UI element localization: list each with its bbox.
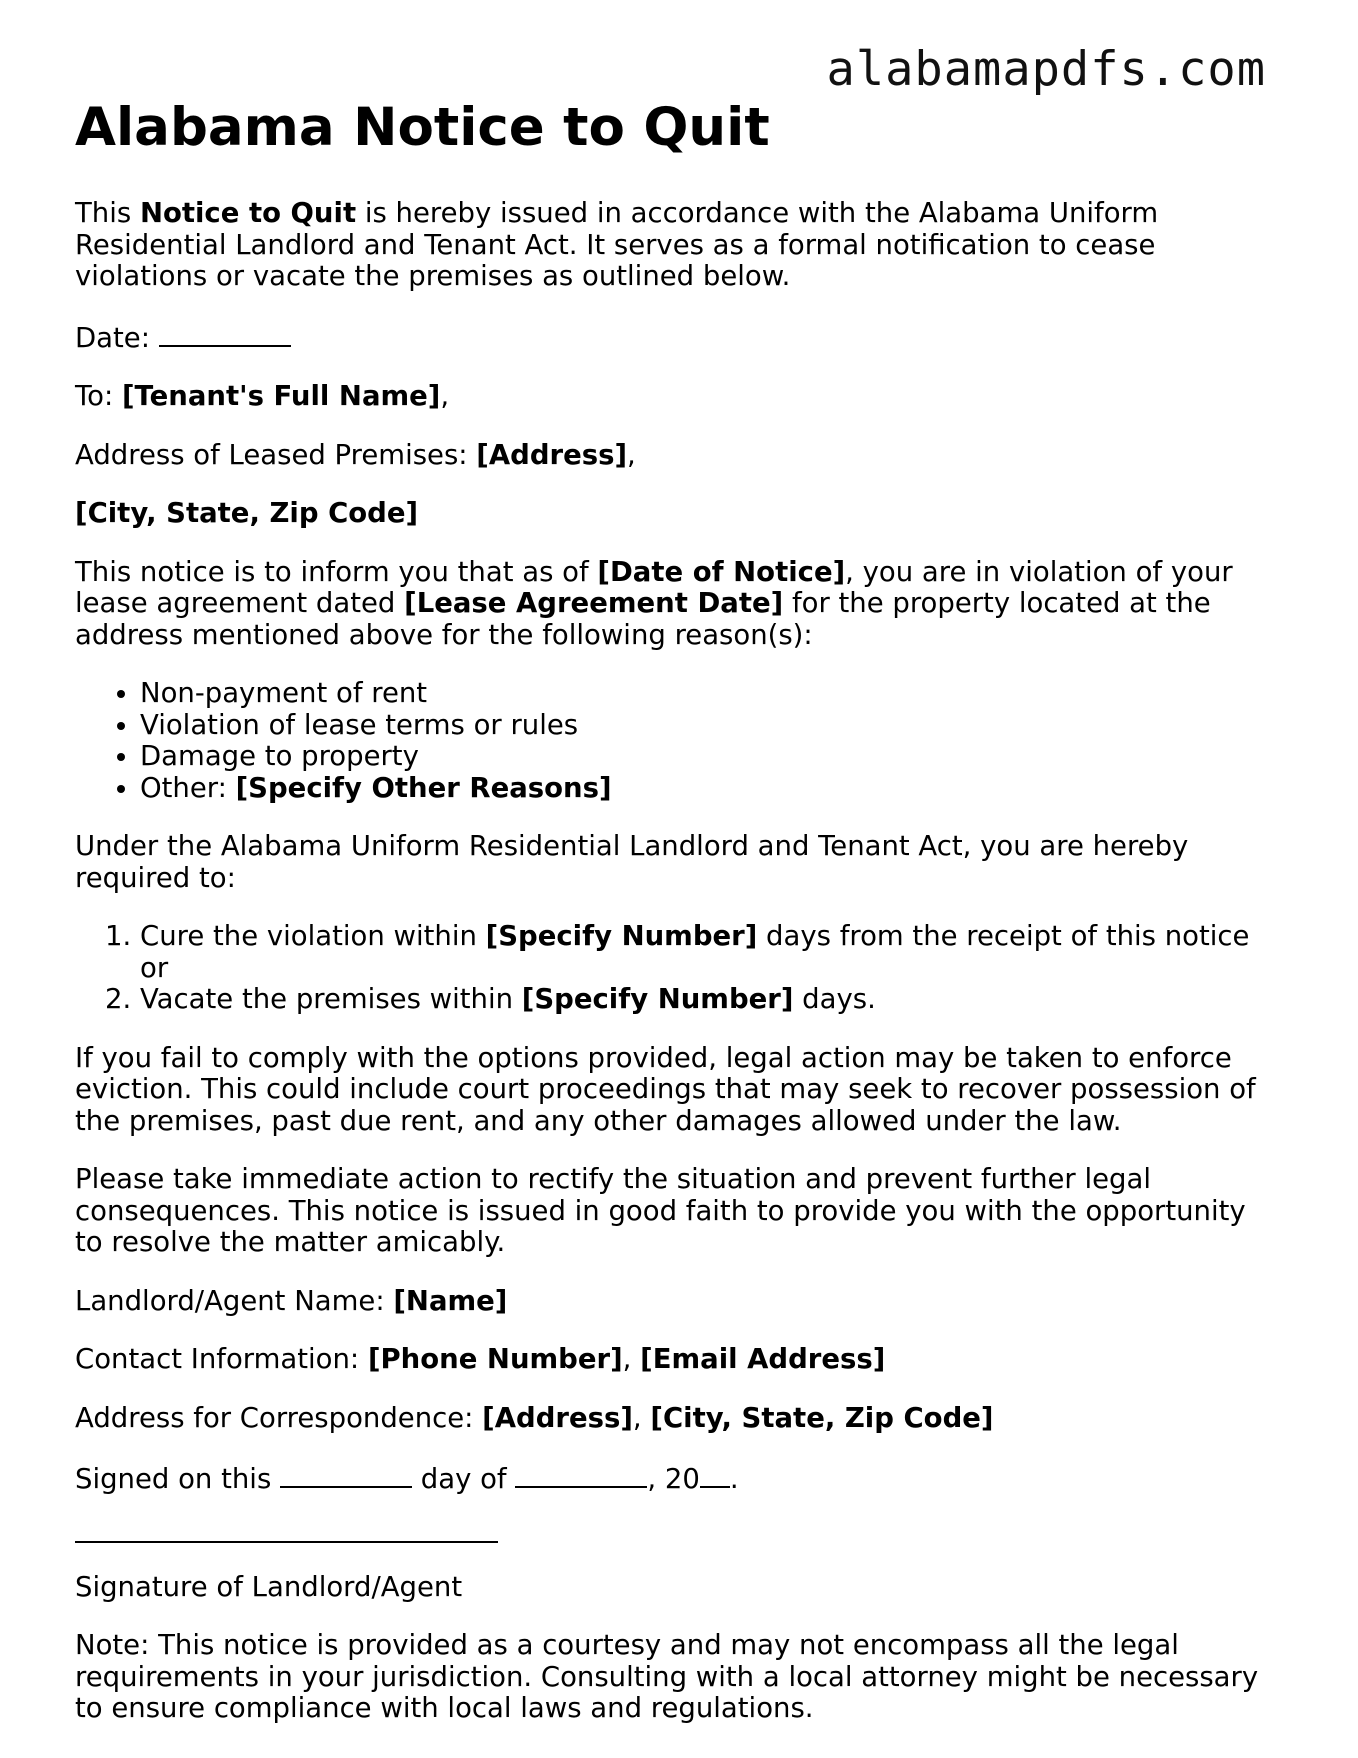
year-blank: [700, 1461, 730, 1488]
month-blank: [515, 1461, 647, 1488]
correspondence-separator: ,: [632, 1401, 651, 1434]
intro-text-pre: This: [75, 197, 140, 229]
lease-date-placeholder: [Lease Agreement Date]: [404, 587, 784, 619]
note-paragraph: Note: This notice is provided as a courtesy and may not encompass all the legal requirements in your jurisdiction. Consulting with a local attorney might be necessary to ensure compliance with local laws and regulations.: [75, 1629, 1259, 1724]
signed-text-3: , 20: [647, 1463, 700, 1495]
intro-paragraph: [75, 198, 1275, 293]
signed-text-4: .: [729, 1463, 739, 1495]
to-label: To:: [75, 380, 122, 412]
contact-separator: ,: [622, 1343, 641, 1375]
day-blank: [280, 1461, 412, 1488]
document-title: Alabama Notice to Quit: [75, 97, 770, 158]
required-intro: Under the Alabama Uniform Residential Landlord and Tenant Act, you are hereby required to:: [75, 830, 1189, 894]
date-label: Date:: [75, 321, 159, 354]
email-placeholder: [Email Address]: [640, 1343, 886, 1375]
other-reason-label: Other:: [140, 771, 236, 804]
document-body: [75, 96, 1275, 1752]
landlord-name-placeholder: [Name]: [393, 1284, 508, 1317]
phone-placeholder: [Phone Number]: [367, 1343, 623, 1375]
options-list: [75, 921, 1275, 1016]
reason-item: • Violation of lease terms or rules: [140, 710, 1275, 742]
option-2-post: days.: [793, 983, 876, 1015]
intro-bold: Notice to Quit: [139, 197, 357, 229]
landlord-label: Landlord/Agent Name:: [75, 1284, 394, 1317]
option-1-pre: Cure the violation within: [140, 920, 486, 952]
option-item: [140, 984, 1275, 1016]
correspondence-city-placeholder: [City, State, Zip Code]: [650, 1401, 994, 1434]
signed-line: [75, 1461, 1275, 1496]
signed-text-1: Signed on this: [75, 1463, 281, 1495]
landlord-line: [75, 1286, 1275, 1318]
signature-label: Signature of Landlord/Agent: [75, 1570, 463, 1603]
option-2-number-placeholder: [Specify Number]: [521, 983, 794, 1015]
city-state-zip-line: [75, 498, 1275, 530]
option-item: [140, 921, 1275, 984]
reason-item: • Damage to property: [140, 741, 1275, 773]
city-state-zip-placeholder: [City, State, Zip Code]: [75, 497, 419, 529]
to-suffix: ,: [440, 380, 450, 412]
other-reason-placeholder: [Specify Other Reasons]: [235, 771, 612, 804]
correspondence-label: Address for Correspondence:: [75, 1401, 483, 1434]
correspondence-address-placeholder: [Address]: [482, 1401, 633, 1434]
address-suffix: ,: [627, 438, 636, 471]
contact-label: Contact Information:: [75, 1343, 368, 1375]
option-1-post: days from the receipt of this notice or: [140, 920, 1250, 984]
tenant-name-placeholder: [Tenant's Full Name]: [121, 380, 441, 412]
violation-text-2: , you are in violation of your lease agreement dated: [75, 555, 1233, 619]
address-label: Address of Leased Premises:: [75, 438, 477, 471]
violation-text-1: This notice is to inform you that as of: [75, 555, 598, 588]
contact-line: [75, 1344, 1275, 1376]
address-placeholder: [Address]: [476, 438, 628, 471]
address-line: [75, 440, 1275, 472]
option-1-number-placeholder: [Specify Number]: [485, 920, 758, 952]
date-line: [75, 320, 1275, 355]
option-2-pre: Vacate the premises within: [140, 983, 522, 1015]
signature-line: [75, 1515, 498, 1543]
watermark: alabamapdfs.com: [826, 42, 1266, 97]
reasons-list: [75, 678, 1275, 804]
signed-text-2: day of: [412, 1463, 516, 1495]
intro-text-post: is hereby issued in accordance with the Alabama Uniform Residential Landlord and Tenant Act. It serves as a formal notification to cease violations or vacate the premises as outlined below.: [75, 197, 1159, 292]
date-blank: [159, 320, 291, 347]
violation-paragraph: [75, 557, 1275, 652]
reason-item: [140, 773, 1275, 805]
consequence-paragraph: If you fail to comply with the options provided, legal action may be taken to enforce eviction. This could include court proceedings that may seek to recover possession of the premises, past due rent, and any other damages allowed under the law.: [75, 1041, 1256, 1137]
correspondence-line: [75, 1403, 1275, 1435]
to-line: [75, 381, 1275, 413]
violation-text-3: for the property located at the address mentioned above for the following reason(s):: [75, 587, 1211, 651]
reason-item: • Non-payment of rent: [140, 678, 1275, 710]
action-paragraph: Please take immediate action to rectify the situation and prevent further legal consequences. This notice is issued in good faith to provide you with the opportunity to resolve the matter amicably.: [75, 1163, 1246, 1258]
date-of-notice-placeholder: [Date of Notice]: [597, 555, 846, 588]
